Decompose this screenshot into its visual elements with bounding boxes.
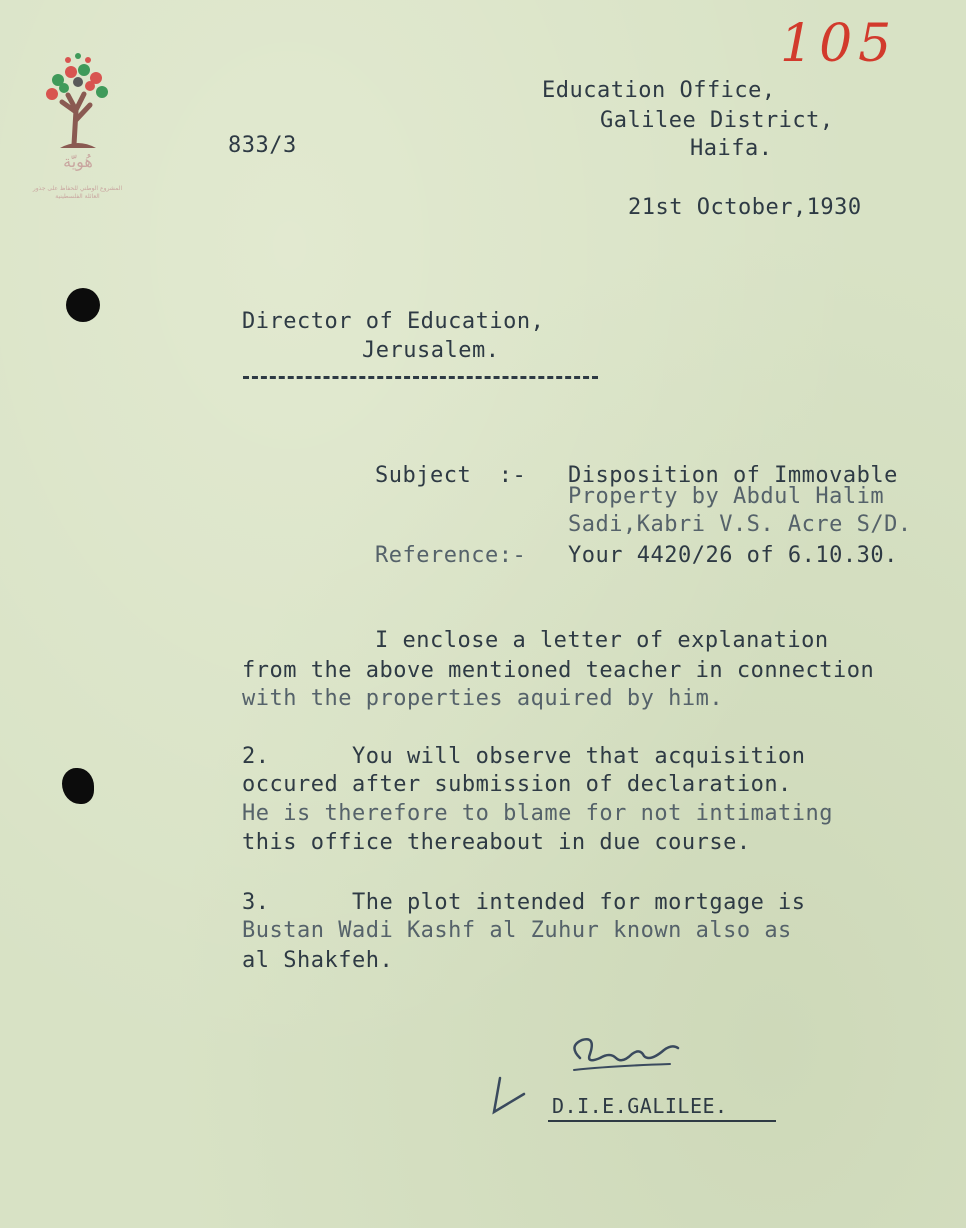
signature-block: D.I.E.GALILEE. — [552, 1094, 728, 1118]
letterhead-line-2: Galilee District, — [600, 108, 834, 133]
body-p2-line-4: this office thereabout in due course. — [242, 830, 751, 855]
body-p3-line-2: Bustan Wadi Kashf al Zuhur known also as — [242, 918, 792, 943]
body-p1-line-1: I enclose a letter of explanation — [375, 628, 829, 653]
addressee-line-2: Jerusalem. — [362, 338, 500, 363]
letter-date: 21st October,1930 — [628, 195, 862, 220]
checkmark-icon — [490, 1072, 530, 1116]
subject-line-2: Property by Abdul Halim — [568, 484, 885, 509]
subject-label: Subject :- — [375, 463, 527, 488]
letterhead-line-1: Education Office, — [542, 78, 776, 103]
body-p3-line-3: al Shakfeh. — [242, 948, 394, 973]
letterhead-line-3: Haifa. — [690, 136, 773, 161]
addressee-line-1: Director of Education, — [242, 309, 545, 334]
body-p1-line-3: with the properties aquired by him. — [242, 686, 724, 711]
logo-wordmark: هُويّة — [63, 152, 93, 171]
body-p2-line-1: 2. You will observe that acquisition — [242, 744, 806, 769]
reference-label: Reference:- — [375, 543, 527, 568]
body-p3-line-1: 3. The plot intended for mortgage is — [242, 890, 806, 915]
reference-number: 833/3 — [228, 133, 297, 158]
handwritten-signature — [560, 1028, 700, 1078]
subject-line-3: Sadi,Kabri V.S. Acre S/D. — [568, 512, 912, 537]
reference-value: Your 4420/26 of 6.10.30. — [568, 543, 898, 568]
subject-line-1: Disposition of Immovable — [568, 463, 898, 488]
page-number: 105 — [780, 14, 898, 74]
body-p2-line-2: occured after submission of declaration. — [242, 772, 792, 797]
logo-subtitle: المشروع الوطني للحفاظ على جذور العائلة الفلسطينية — [32, 185, 123, 200]
punch-hole-top — [66, 288, 100, 322]
signature-underline — [548, 1120, 776, 1122]
body-p1-line-2: from the above mentioned teacher in connection — [242, 658, 875, 683]
body-p2-line-3: He is therefore to blame for not intimating — [242, 801, 834, 826]
addressee-underline — [243, 376, 598, 379]
punch-hole-bottom — [62, 768, 94, 804]
tree-logo-icon — [38, 50, 118, 160]
